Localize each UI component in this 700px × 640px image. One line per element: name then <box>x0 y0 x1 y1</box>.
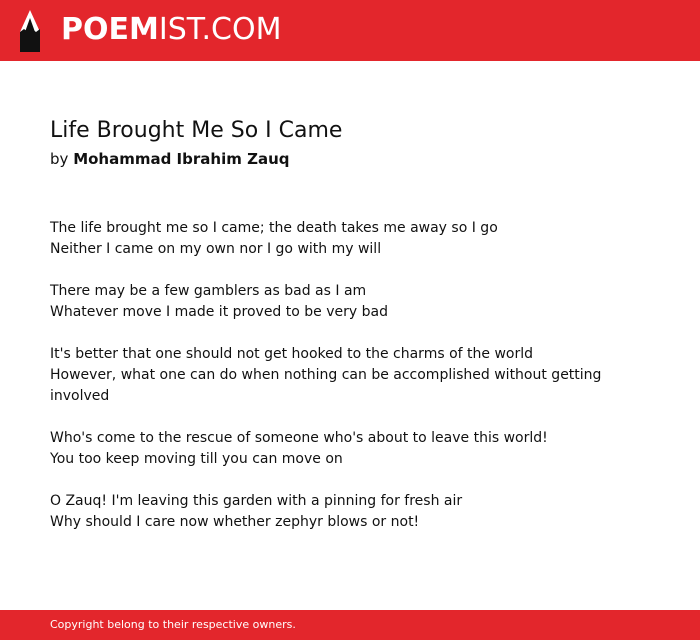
copyright-text: Copyright belong to their respective owners. <box>50 618 296 631</box>
pencil-icon <box>18 10 42 52</box>
poem-line: It's better that one should not get hooked to the charms of the world <box>50 346 533 362</box>
byline <box>50 148 290 170</box>
poem-line: Why should I care now whether zephyr blows or not! <box>50 514 420 530</box>
brand-light-text: IST.COM <box>158 12 282 47</box>
brand-bold-text: POEM <box>61 12 159 47</box>
stanza <box>50 344 610 407</box>
by-label: by <box>50 150 69 168</box>
stanza <box>50 218 610 260</box>
stanza <box>50 491 610 533</box>
poem-line: Whatever move I made it proved to be very bad <box>50 304 388 320</box>
poem-line: You too keep moving till you can move on <box>50 451 343 467</box>
poem-line: There may be a few gamblers as bad as I am <box>50 283 367 299</box>
poem-line: Neither I came on my own nor I go with my will <box>50 241 382 257</box>
poem-line: O Zauq! I'm leaving this garden with a pinning for fresh air <box>50 493 463 509</box>
author-name[interactable]: Mohammad Ibrahim Zauq <box>73 150 290 168</box>
site-footer <box>0 610 700 640</box>
site-header <box>0 0 700 61</box>
site-logo[interactable] <box>61 11 281 49</box>
stanza <box>50 281 610 323</box>
poem-line: Who's come to the rescue of someone who's about to leave this world! <box>50 430 548 446</box>
poem-body <box>50 218 610 554</box>
stanza <box>50 428 610 470</box>
poem-line: However, what one can do when nothing can be accomplished without getting involved <box>50 367 602 404</box>
poem-line: The life brought me so I came; the death takes me away so I go <box>50 220 498 236</box>
poem-title: Life Brought Me So I Came <box>50 118 343 143</box>
